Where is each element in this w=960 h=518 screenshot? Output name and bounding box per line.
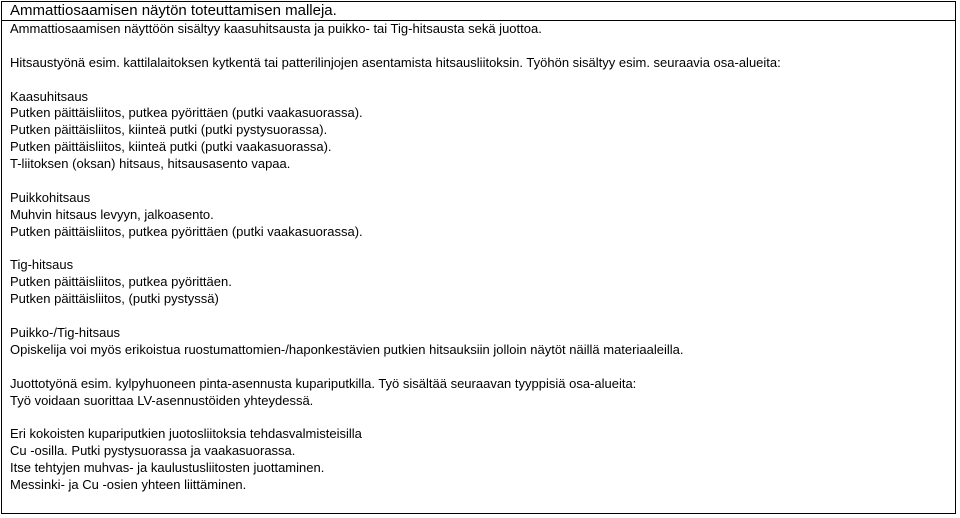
soldering-note-text: Työ voidaan suorittaa LV-asennustöiden yhteydessä.	[10, 392, 314, 408]
page-title: Ammattiosaamisen näytön toteuttamisen malleja.	[10, 2, 337, 19]
list-item: Messinki- ja Cu -osien yhteen liittäminen.	[10, 477, 247, 493]
list-item: Cu -osilla. Putki pystysuorassa ja vaakasuorassa.	[10, 443, 296, 459]
list-item: Putken päittäisliitos, kiinteä putki (putki vaakasuorassa).	[10, 139, 332, 155]
list-item: Putken päittäisliitos, kiinteä putki (putki pystysuorassa).	[10, 122, 328, 138]
list-item: Putken päittäisliitos, putkea pyörittäen (putki vaakasuorassa).	[10, 105, 363, 121]
heading-row	[2, 2, 955, 21]
document-frame	[1, 1, 956, 514]
list-item: Opiskelija voi myös erikoistua ruostumattomien-/haponkestävien putkien hitsauksiin jolloin näytöt näillä materiaaleilla.	[10, 341, 684, 357]
section-title-kaasuhitsaus: Kaasuhitsaus	[10, 88, 89, 104]
soldering-intro-text: Juottotyönä esim. kylpyhuoneen pinta-asennusta kupariputkilla. Työ sisältää seuraavan tyyppisiä osa-alueita:	[10, 375, 637, 391]
section-title-tig-hitsaus: Tig-hitsaus	[10, 257, 74, 273]
list-item: Putken päittäisliitos, putkea pyörittäen.	[10, 274, 232, 290]
list-item: Putken päittäisliitos, putkea pyörittäen (putki vaakasuorassa).	[10, 223, 363, 239]
list-item: Putken päittäisliitos, (putki pystyssä)	[10, 291, 219, 307]
document-body	[10, 21, 950, 494]
list-item: T-liitoksen (oksan) hitsaus, hitsausasento vapaa.	[10, 156, 291, 172]
list-item: Itse tehtyjen muhvas- ja kaulustusliitosten juottaminen.	[10, 460, 325, 476]
section-title-puikkohitsaus: Puikkohitsaus	[10, 189, 91, 205]
section-title-puikko-tig-hitsaus: Puikko-/Tig-hitsaus	[10, 325, 121, 341]
intro-text: Ammattiosaamisen näyttöön sisältyy kaasuhitsausta ja puikko- tai Tig-hitsausta sekä juottoa.	[10, 21, 542, 36]
list-item: Muhvin hitsaus levyyn, jalkoasento.	[10, 206, 214, 222]
welding-intro-text: Hitsaustyönä esim. kattilalaitoksen kytkentä tai patterilinjojen asentamista hitsausliitoksin. Työhön sisältyy esim. seuraavia osa-alueita:	[10, 54, 781, 70]
section-title-kupariputket: Eri kokoisten kupariputkien juotosliitoksia tehdasvalmisteisilla	[10, 426, 362, 442]
